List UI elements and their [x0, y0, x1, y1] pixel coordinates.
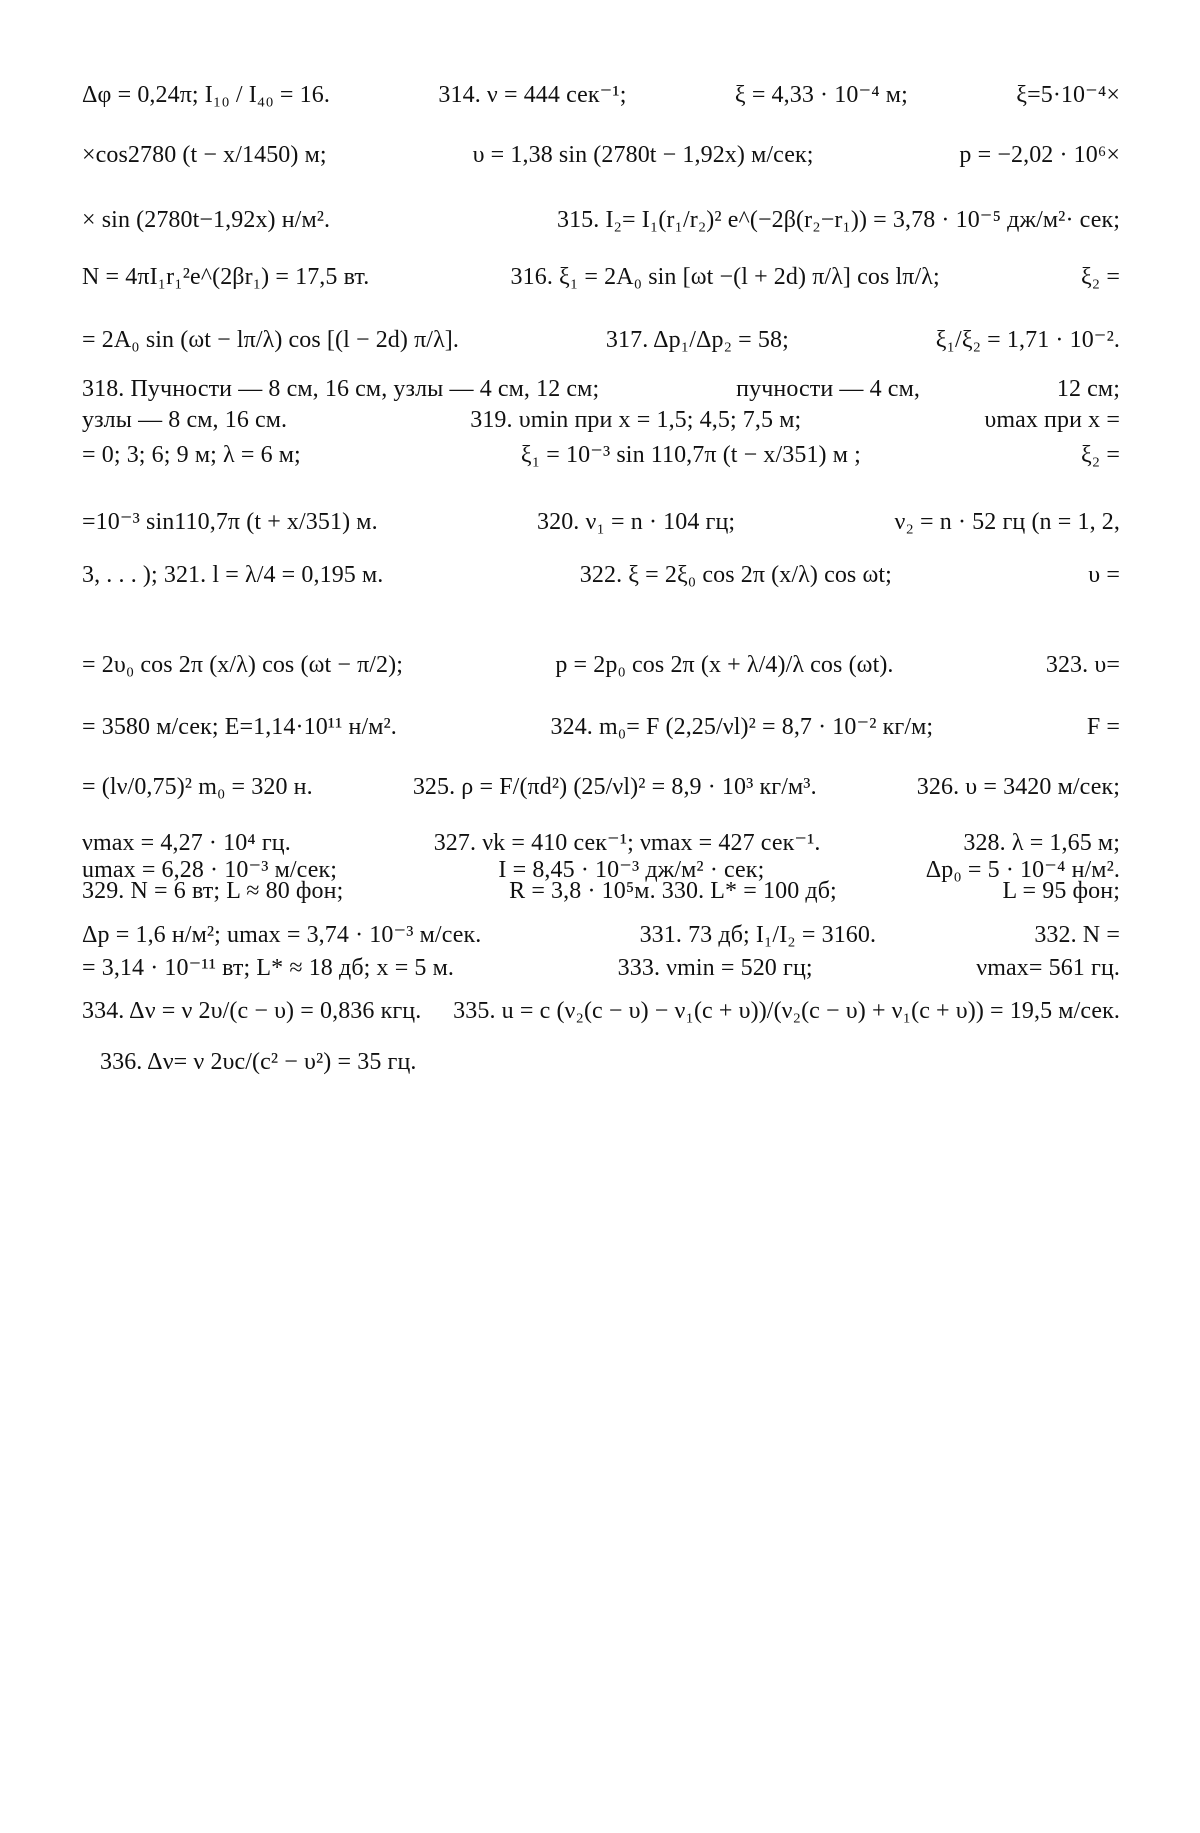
answer-line [82, 996, 1120, 1026]
answer-fragment: νmax= 561 гц. [976, 955, 1120, 981]
answer-line [82, 140, 1120, 170]
answer-line [82, 262, 1120, 292]
answer-fragment: 334. Δν = ν 2υ/(c − υ) = 0,836 кгц. [82, 998, 422, 1024]
answer-fragment: L = 95 фон; [1002, 878, 1120, 904]
answer-fragment: 336. Δν= ν 2υc/(c² − υ²) = 35 гц. [100, 1049, 417, 1075]
answer-fragment: ×cos2780 (t − x/1450) м; [82, 142, 327, 168]
answer-fragment: υmax при x = [984, 407, 1120, 433]
answer-fragment: = 0; 3; 6; 9 м; λ = 6 м; [82, 442, 301, 468]
answer-fragment: 328. λ = 1,65 м; [963, 830, 1120, 856]
answer-line [82, 325, 1120, 355]
answer-fragment: υ = [1088, 562, 1120, 588]
answer-fragment: N = 4πI₁r₁²e^(2βr₁) = 17,5 вт. [82, 264, 370, 290]
answer-fragment: 327. νk = 410 сек⁻¹; νmax = 427 сек⁻¹. [433, 830, 821, 856]
answer-fragment: 318. Пучности — 8 см, 16 см, узлы — 4 см, 12 см; [82, 376, 600, 402]
answer-fragment: 317. Δp₁/Δp₂ = 58; [605, 327, 789, 353]
answer-fragment: νmax = 4,27 · 10⁴ гц. [82, 830, 291, 856]
answer-fragment: 326. υ = 3420 м/сек; [916, 774, 1120, 800]
answer-fragment: 333. νmin = 520 гц; [617, 955, 813, 981]
answer-fragment: пучности — 4 см, [736, 376, 920, 402]
answer-fragment: 322. ξ = 2ξ₀ cos 2π (x/λ) cos ωt; [579, 562, 892, 588]
answer-fragment: Δφ = 0,24π; I₁₀ / I₄₀ = 16. [82, 82, 330, 108]
answer-fragment: 12 см; [1056, 376, 1120, 402]
answer-fragment: 315. I₂= I₁(r₁/r₂)² e^(−2β(r₂−r₁)) = 3,78 · 10⁻⁵ дж/м²· сек; [556, 207, 1120, 233]
answer-line [100, 1047, 417, 1077]
answer-fragment: 3, . . . ); 321. l = λ/4 = 0,195 м. [82, 562, 384, 588]
answer-fragment: I = 8,45 · 10⁻³ дж/м² · сек; [498, 857, 765, 883]
answer-line [82, 560, 1120, 590]
answer-line [82, 953, 1120, 983]
answer-fragment: 323. υ= [1045, 652, 1120, 678]
answer-fragment: F = [1086, 714, 1120, 740]
answer-fragment: 324. m₀= F (2,25/νl)² = 8,7 · 10⁻² кг/м; [550, 714, 934, 740]
answer-fragment: =10⁻³ sin110,7π (t + x/351) м. [82, 509, 378, 535]
answer-line [82, 80, 1120, 110]
answer-fragment: 319. υmin при x = 1,5; 4,5; 7,5 м; [470, 407, 802, 433]
answer-line [82, 712, 1120, 742]
answer-fragment: = 3580 м/сек; E=1,14·10¹¹ н/м². [82, 714, 397, 740]
answer-line [82, 828, 1120, 858]
answer-line [82, 507, 1120, 537]
answer-fragment: ξ₁ = 10⁻³ sin 110,7π (t − x/351) м ; [520, 442, 861, 468]
answer-line [82, 772, 1120, 802]
answer-fragment: ξ = 4,33 · 10⁻⁴ м; [734, 82, 908, 108]
answer-fragment: 329. N = 6 вт; L ≈ 80 фон; [82, 878, 344, 904]
answer-fragment: = 2A₀ sin (ωt − lπ/λ) cos [(l − 2d) π/λ]. [82, 327, 460, 353]
answer-line [82, 405, 1120, 435]
answer-line [82, 876, 1120, 906]
answer-fragment: p = 2p₀ cos 2π (x + λ/4)/λ cos (ωt). [555, 652, 894, 678]
answer-fragment: p = −2,02 · 10⁶× [959, 142, 1120, 168]
answer-line [82, 205, 1120, 235]
answer-fragment: узлы — 8 см, 16 см. [82, 407, 288, 433]
answer-fragment: = (lν/0,75)² m₀ = 320 н. [82, 774, 313, 800]
answer-fragment: R = 3,8 · 10⁵м. 330. L* = 100 дб; [509, 878, 837, 904]
answer-line [82, 920, 1120, 950]
answer-fragment: ξ=5·10⁻⁴× [1016, 82, 1120, 108]
answer-fragment: υ = 1,38 sin (2780t − 1,92x) м/сек; [472, 142, 814, 168]
answer-line [82, 374, 1120, 404]
answer-fragment: 332. N = [1034, 922, 1120, 948]
answer-fragment: 325. ρ = F/(πd²) (25/νl)² = 8,9 · 10³ кг/м³. [412, 774, 817, 800]
answer-fragment: 316. ξ₁ = 2A₀ sin [ωt −(l + 2d) π/λ] cos lπ/λ; [510, 264, 940, 290]
answer-fragment: umax = 6,28 · 10⁻³ м/сек; [82, 857, 337, 883]
answer-fragment: × sin (2780t−1,92x) н/м². [82, 207, 331, 233]
answer-fragment: ξ₁/ξ₂ = 1,71 · 10⁻². [935, 327, 1120, 353]
answer-line [82, 650, 1120, 680]
answer-fragment: = 2υ₀ cos 2π (x/λ) cos (ωt − π/2); [82, 652, 404, 678]
answer-fragment: ξ₂ = [1080, 264, 1120, 290]
answer-fragment: = 3,14 · 10⁻¹¹ вт; L* ≈ 18 дб; x = 5 м. [82, 955, 455, 981]
answer-fragment: 320. ν₁ = n · 104 гц; [537, 509, 736, 535]
answer-fragment: 314. ν = 444 сек⁻¹; [438, 82, 627, 108]
answer-fragment: Δp = 1,6 н/м²; umax = 3,74 · 10⁻³ м/сек. [82, 922, 482, 948]
answer-fragment: 335. u = c (ν₂(c − υ) − ν₁(c + υ))/(ν₂(c − υ) + ν₁(c + υ)) = 19,5 м/сек. [453, 998, 1120, 1024]
answer-fragment: 331. 73 дб; I₁/I₂ = 3160. [639, 922, 877, 948]
answer-fragment: Δp₀ = 5 · 10⁻⁴ н/м². [925, 857, 1120, 883]
answer-fragment: ν₂ = n · 52 гц (n = 1, 2, [894, 509, 1120, 535]
answer-fragment: ξ₂ = [1080, 442, 1120, 468]
answer-line [82, 440, 1120, 470]
